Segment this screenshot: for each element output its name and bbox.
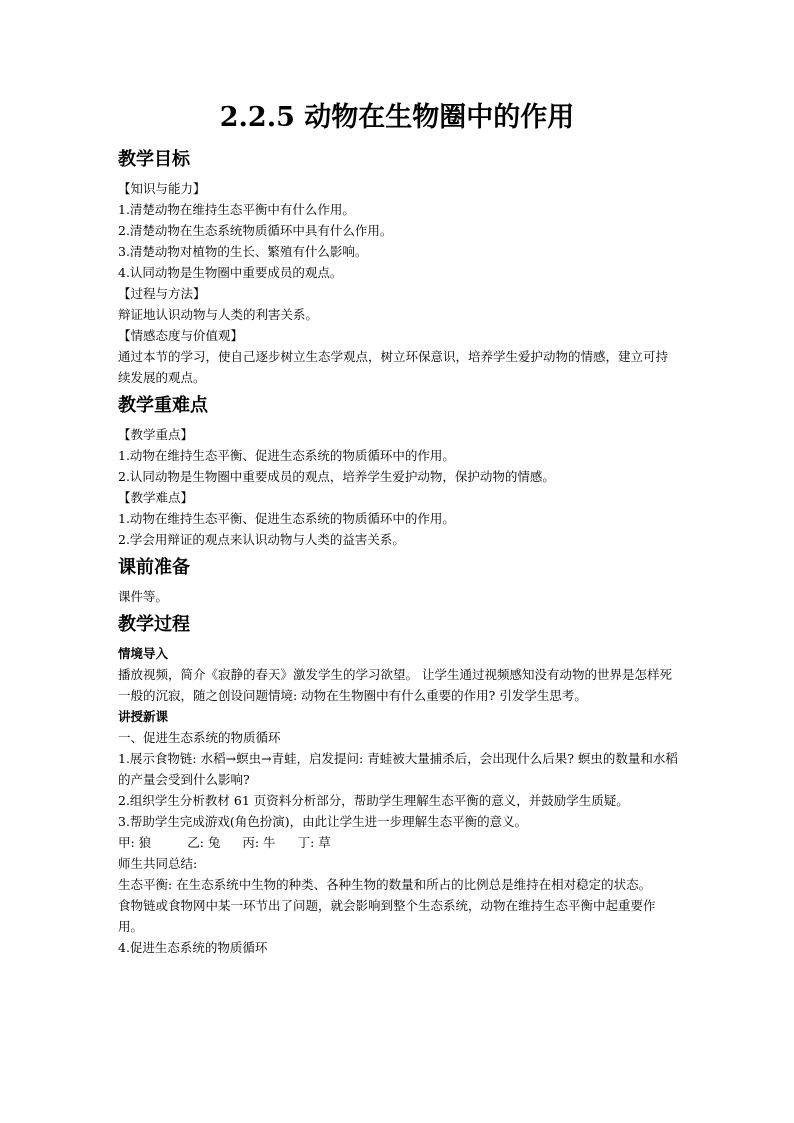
section-heading-preparation: 课前准备: [118, 557, 190, 578]
new-lesson-label: 讲授新课: [118, 709, 169, 724]
intro-text: 播放视频，简介《寂静的春天》激发学生的学习欲望。 让学生通过视频感知没有动物的世界是怎样死一般的沉寂，随之创设问题情境: 动物在生物圈中有什么重要的作用? 引发学生思考。: [118, 667, 672, 703]
knowledge-item: 2.清楚动物在生态系统物质循环中具有什么作用。: [118, 223, 393, 238]
focus-label: 【教学重点】: [118, 427, 194, 442]
step-text: 3.帮助学生完成游戏(角色扮演)，由此让学生进一步理解生态平衡的意义。: [118, 814, 528, 829]
section-heading-process: 教学过程: [118, 614, 190, 635]
focus-item: 1.动物在维持生态平衡、促进生态系统的物质循环中的作用。: [118, 448, 455, 463]
knowledge-item: 3.清楚动物对植物的生长、繁殖有什么影响。: [118, 244, 368, 259]
summary-text: 生态平衡: 在生态系统中生物的种类、各种生物的数量和所占的比例总是维持在相对稳定的状态。: [118, 877, 652, 892]
process-label: 【过程与方法】: [118, 286, 206, 301]
attitude-text: 通过本节的学习，使自己逐步树立生态学观点，树立环保意识，培养学生爱护动物的情感，建立可持续发展的观点。: [118, 349, 669, 385]
summary-text: 食物链或食物网中某一环节出了问题，就会影响到整个生态系统，动物在维持生态平衡中起重要作用。: [118, 898, 656, 934]
role-item: 乙: 兔: [187, 835, 221, 850]
part-heading: 一、促进生态系统的物质循环: [118, 730, 281, 745]
knowledge-item: 1.清楚动物在维持生态平衡中有什么作用。: [118, 202, 355, 217]
step-text: 4.促进生态系统的物质循环: [118, 940, 268, 955]
intro-label: 情境导入: [118, 646, 169, 661]
process-text: 辩证地认识动物与人类的利害关系。: [118, 307, 319, 322]
knowledge-item: 4.认同动物是生物圈中重要成员的观点。: [118, 265, 343, 280]
role-item: 甲: 狼: [118, 835, 152, 850]
summary-label: 师生共同总结:: [118, 856, 198, 871]
difficulty-item: 1.动物在维持生态平衡、促进生态系统的物质循环中的作用。: [118, 511, 455, 526]
attitude-label: 【情感态度与价值观】: [118, 328, 244, 343]
difficulty-item: 2.学会用辩证的观点来认识动物与人类的益害关系。: [118, 532, 405, 547]
difficulty-label: 【教学难点】: [118, 490, 194, 505]
role-item: 丙: 牛: [242, 835, 276, 850]
step-text: 1.展示食物链: 水稻→螟虫→青蛙，启发提问: 青蛙被大量捕杀后，会出现什么后果? 螟虫的数量和水稻的产量会受到什么影响?: [118, 751, 678, 787]
section-heading-key-points: 教学重难点: [118, 395, 208, 416]
knowledge-label: 【知识与能力】: [118, 181, 206, 196]
role-item: 丁: 草: [297, 835, 331, 850]
step-text: 2.组织学生分析教材 61 页资料分析部分，帮助学生理解生态平衡的意义，并鼓励学生质疑。: [118, 793, 629, 808]
page-title: 2.2.5 动物在生物圈中的作用: [219, 102, 575, 133]
focus-item: 2.认同动物是生物圈中重要成员的观点，培养学生爱护动物，保护动物的情感。: [118, 469, 555, 484]
section-heading-objectives: 教学目标: [118, 149, 190, 170]
roles-line: [118, 832, 678, 853]
document-body: [118, 142, 678, 958]
preparation-text: 课件等。: [118, 589, 169, 604]
